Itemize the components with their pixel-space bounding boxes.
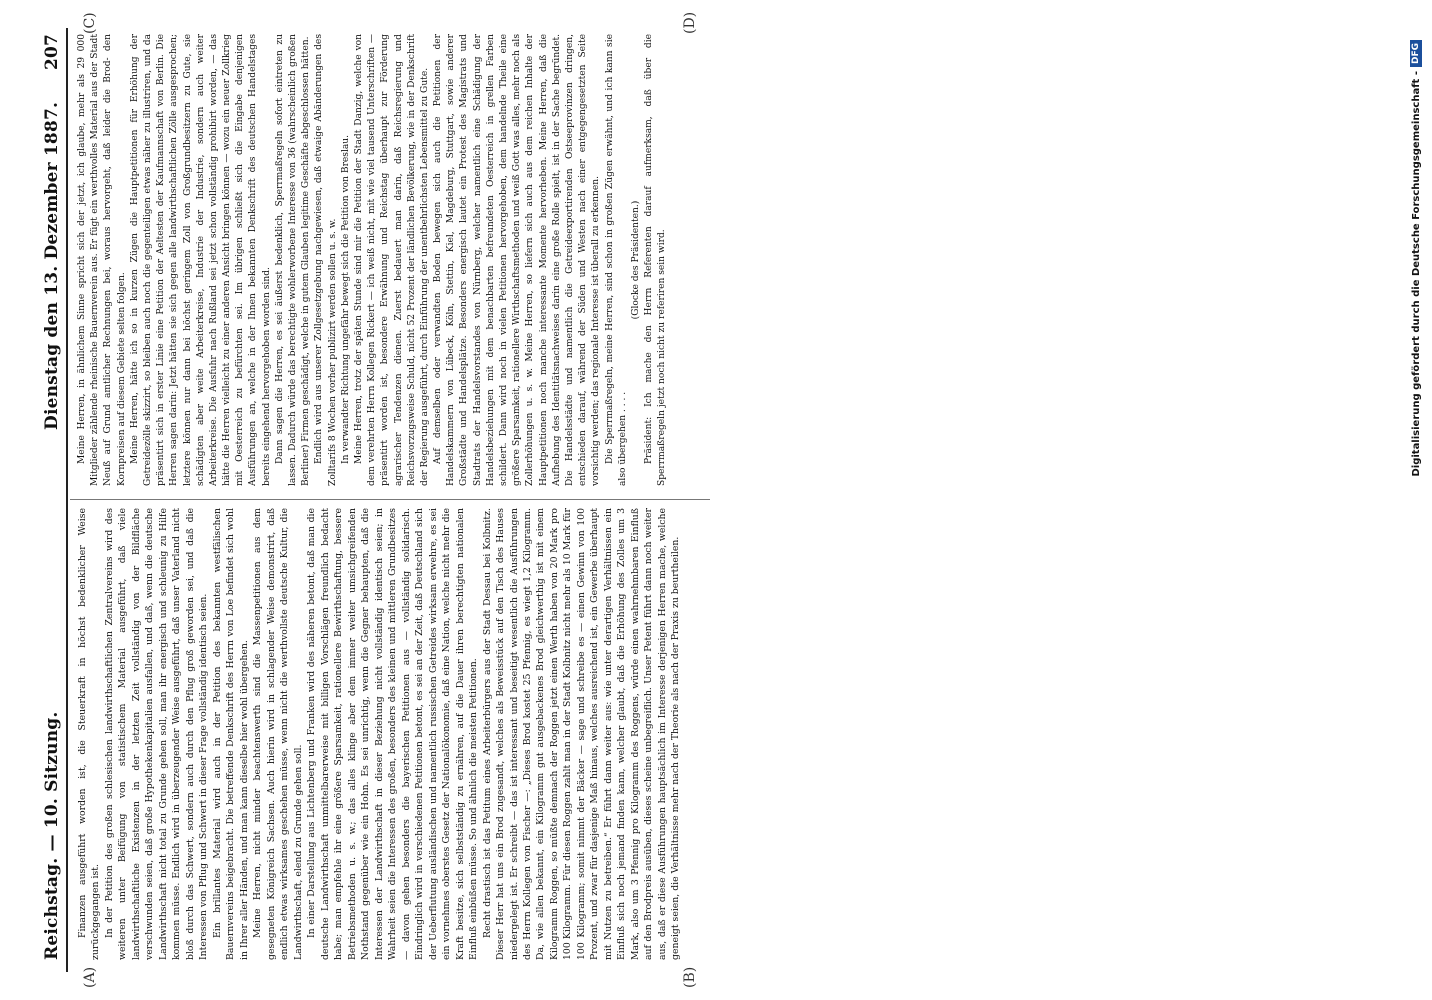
dfg-footer (1404, 40, 1428, 1000)
stage-direction: (Glocke des Präsidenten.) (630, 200, 641, 320)
paragraph: In der Petition des großen schlesischen landwirthschaftlichen Zentralvereins wird des weiteren unter Beifügung von statistischem Material ausgeführt, daß viele landwirthschaftliche Existenzen in der letzten Zeit vollständig von der Bildfläche verschwunden seien, daß große Hypothekenkapitalien ausfallen, und daß, wenn die deutsche Landwirthschaft nicht total zu Grunde gehen soll, man ihr energisch und schleunig zu Hilfe kommen müsse. Endlich wird in überzeugender Weise ausgeführt, daß unser Vaterland nicht bloß durch das Schwert, sondern auch durch den Pflug groß geworden sei, und daß die Interessen von Pflug und Schwert in dieser Frage vollständig identisch seien. (103, 508, 210, 960)
paragraph: Endlich wird aus unserer Zollgesetzgebung nachgewiesen, daß etwaige Abänderungen des Zolltarifs 8 Wochen vorher publizirt werden sollen u. s. w. (314, 34, 338, 486)
paragraph: Meine Herren, in ähnlichem Sinne spricht sich der jetzt, ich glaube, mehr als 29 000 Mitglieder zählende rheinische Bauernverein aus. Er fügt ein werthvolles Material aus der Stadt Neuß auf Grund amtlicher Rechnungen bei, woraus hervorgeht, daß leider die Brod- den Kornpreisen auf diesem Gebiete selten folgen. (77, 34, 127, 486)
left-column (76, 508, 696, 960)
header-date: Dienstag den 13. Dezember 1887. (42, 101, 62, 430)
paragraph: Finanzen ausgeführt worden ist, die Steuerkraft in höchst bedenklicher Weise zurückgegangen ist. (77, 508, 102, 960)
margin-marker-b: (B) (682, 966, 698, 988)
margin-marker-d: (D) (682, 11, 698, 34)
margin-marker-c: (C) (82, 12, 98, 34)
paragraph: Recht drastisch ist das Petitum eines Arbeiterbürgers aus der Stadt Dessau bei Kolbnitz. Dieser Herr hat uns ein Brod zugesandt, welches als Beweisstück auf den Tisch des Hauses niedergelegt ist. Er schreibt — das ist interessant und beseitigt wesentlich die Ausführungen des Herrn Kollegen von Fischer —: „Dieses Brod kostet 25 Pfennig, es wiegt 1,2 Kilogramm. Da, wie allen bekannt, ein Kilogramm gut ausgebackenes Brod gleichwerthig ist mit einem Kilogramm Roggen, so müßte demnach der Roggen jetzt einen Werth haben von 20 Mark pro 100 Kilogramm. Für diesen Roggen zahlt man in der Stadt Kolbnitz nicht mehr als 10 Mark für 100 Kilogramm; somit nimmt der Bäcker — sage und schreibe es — einen Gewinn von 100 Prozent, und zwar für dasjenige Maß hinaus, welches ausreichend ist, ein Gewerbe überhaupt mit Nutzen zu betreiben.“ Er führt dann weiter aus: wie unter derartigen Verhältnissen ein Einfluß sich noch jemand finden kann, welcher glaubt, daß die Erhöhung des Zolles um 3 Mark, also um 3 Pfennig pro Kilogramm des Roggens, würde einen wahrnehmbaren Einfluß auf den Brodpreis ausüben, dieses scheine unbegreiflich. Unser Petent führt dann noch weiter aus, daß er diese Ausführungen hauptsächlich im Interesse derjenigen Herren mache, welche geneigt seien, die Verhältnisse mehr nach der Theorie als nach der Praxis zu beurtheilen. (481, 508, 682, 960)
paragraph: Meine Herren, trotz der späten Stunde sind mir die Petition der Stadt Danzig, welche von dem verehrten Herrn Kollegen Rickert — ich weiß nicht, mit wie viel tausend Unterschriften — präsentirt worden ist, besondere Erwähnung und Reichstag überhaupt zur Förderung agrarischer Tendenzen dienen. Zuerst bedauert man darin, daß Reichsregierung und Reichsvorzugsweise Schuld, nicht 52 Prozent der ländlichen Bevölkerung, wie in der Denkschrift der Regierung ausgeführt, durch Einführung der unentbehrlichsten Lebensmittel zu Gute. (353, 34, 430, 486)
paragraph: Die Sperrmaßregeln, meine Herren, sind schon in großen Zügen erwähnt, und ich kann sie also übergehen . . . . (604, 34, 628, 486)
dfg-logo: DFG (1410, 40, 1422, 67)
header-rule (66, 28, 68, 972)
header-session: Reichstag. — 10. Sitzung. (42, 711, 62, 960)
paragraph: In verwandter Richtung ungefähr bewegt sich die Petition von Breslau. (340, 134, 351, 464)
paragraph: Dann sagen die Herren, es sei äußerst bedenklich, Sperrmaßregeln sofort eintreten zu lassen. Dadurch würde das berechtigte wohlerworbene Interesse von 36 (wahrscheinlich großen Berliner) Firmen geschädigt, welche in gutem Glauben legitime Geschäfte abgeschlossen hätten. (274, 34, 312, 486)
paragraph: Meine Herren, hätte ich so in kurzen Zügen die Hauptpetitionen für Erhöhung der Getreidezölle skizzirt, so bleiben auch noch die gegenteiligen etwas näher zu illustriren, und da präsentirt sich in erster Linie eine Petition der Aeltesten der Kaufmannschaft von Berlin. Die Herren sagen darin: Jetzt hätten sie sich gegen alle landwirthschaftlichen Zölle ausgesprochen; letztere können nur dann bei höchst geringem Zoll von Großgrundbesitzern zu Gute, sie schädigten aber weite Arbeiterkreise, Industrie der Industrie, sondern auch weiter Arbeiterkreise. Die Ausfuhr nach Rußland sei jetzt schon vollständig prohibirt worden, — das hätte die Herren vielleicht zu einer anderen Ansicht bringen können — wozu ein neuer Zollkrieg mit Oesterreich zu befürchten sei. Im übrigen schließt sich die Eingabe denjenigen Ausführungen an, welche in der Ihnen bekannten Denkschrift des deutschen Handelstages bereits eingehend hervorgehoben worden sind. (129, 34, 272, 486)
margin-marker-a: (A) (82, 966, 98, 988)
right-column (76, 34, 696, 486)
column-divider (70, 499, 710, 500)
paragraph: Ein brillantes Material wird auch in der Petition des bekannten westfälischen Bauernvereins beigebracht. Die betreffende Denkschrift des Herrn von Loe befindet sich wohl in Ihrer aller Händen, und man kann dieselbe hier wohl übergehen. (211, 508, 250, 960)
page-number: 207 (42, 33, 62, 70)
president-remark: Präsident: Ich mache den Herrn Referenten darauf aufmerksam, daß über die Sperrmaßregeln jetzt noch nicht zu referiren sein wird. (644, 34, 668, 486)
dfg-footer-text: Digitalisierung gefördert durch die Deutsche Forschungsgemeinschaft - (1410, 71, 1422, 477)
paragraph: Auf demselben oder verwandten Boden bewegen sich auch die Petitionen der Handelskammern von Lübeck, Köln, Stettin, Kiel, Magdeburg, Stuttgart, sowie anderer Großstädte und Handelsplätze. Besonders energisch lautet ein Protest des Magistrats und Stadtrats der Handelsvorstandes von Nürnberg, welcher namentlich eine Schädigung der Handelsbeziehungen mit dem benachbarten befreundeten Oesterreich in grellen Farben schildert. Dann wird noch in vielen Petitionen hervorgehoben, dem handelnde Theile eine größere Sparsamkeit, rationellere Wirthschaftsmethoden und weiß Gott was alles, mehr noch als Zollerhöhungen u. s. w. Meine Herren, so liefern sich auch aus dem reichen Inhalte der Hauptpetitionen noch manche interessante Momente hervorheben. Meine Herren, daß die Aufhebung des Identitätsnachweises darin eine große Rolle spielt, ist in der Sache begründet. Die Handelsstädte und namentlich die Getreideexportirenden Ostseeprovinzen dringen, entschieden darauf, während der Süden und Westen nach einer entgegengesetzten Seite vorsichtig werden; das regionale Interesse ist überall zu erkennen. (433, 34, 602, 486)
paragraph: Meine Herren, nicht minder beachtenswerth sind die Massenpetitionen aus dem gesegneten Königreich Sachsen. Auch hierin wird in schlagender Weise demonstrirt, daß endlich etwas wirksames geschehen müsse, wenn nicht die werthvollste deutsche Kultur, die Landwirthschaft, elend zu Grunde gehen soll. (252, 508, 304, 960)
paragraph: In einer Darstellung aus Lichtenberg und Franken wird des näheren betont, daß man die deutsche Landwirthschaft unmittelbarerweise mit billigen Vorschlägen freundlich bedacht habe; man empfehle ihr eine größere Sparsamkeit, rationellere Bewirthschaftung, bessere Betriebsmethoden u. s. w.; das alles klinge aber dem immer weiter umsichgreifenden Nothstand gegenüber wie ein Hohn. Es sei unrichtig, wenn die Gegner behaupten, daß die Interessen der Landwirthschaft in dieser Beziehung nicht vollständig identisch seien; in Wahrheit seien die Interessen des großen, besonders des kleinen und mittleren Grundbesitzes — davon gehen besonders die bayerischen Petitionen aus — vollständig solidarisch. Eindringlich wird in verschiedenen Petitionen betont, es sei an der Zeit, daß Deutschland sich der Ueberflutung ausländischen und namentlich russischen Getreides wirksam erwehre, es sei ein vornehmes oberstes Gesetz der Nationalökonomie, daß eine Nation, welche nicht mehr die Kraft besitze, sich selbstständig zu ernähren, auf die Dauer ihren berechtigten nationalen Einfluß einbüßen müsse. So und ähnlich die meisten Petitionen. (306, 508, 480, 960)
